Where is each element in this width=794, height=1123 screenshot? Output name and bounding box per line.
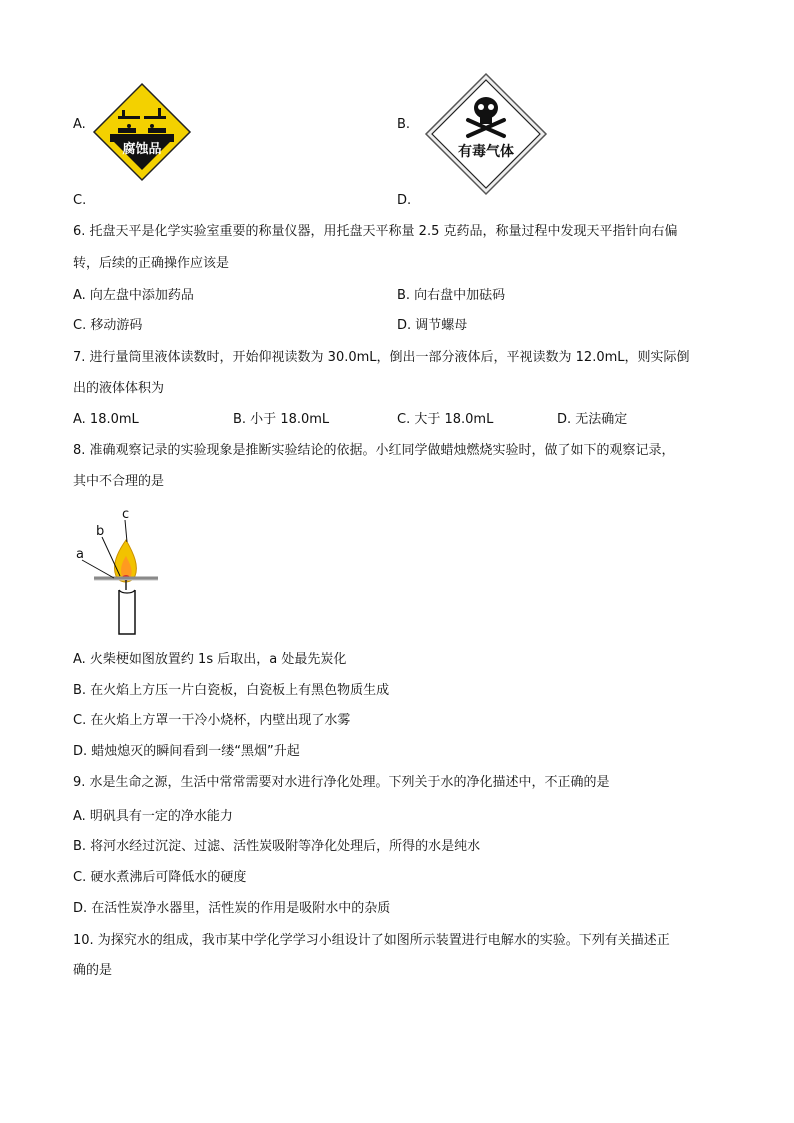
q7-stem-line2: 出的液体体积为 xyxy=(73,381,165,396)
q10-stem-line2: 确的是 xyxy=(73,963,113,978)
q9-option-b: B. 将河水经过沉淀、过滤、活性炭吸附等净化处理后，所得的水是纯水 xyxy=(73,839,481,854)
q5-option-b-label: B. xyxy=(397,117,411,132)
q9-stem-line1: 9. 水是生命之源，生活中常常需要对水进行净化处理。下列关于水的净化描述中，不正确的是 xyxy=(73,775,610,790)
toxic-sign-text: 有毒气体 xyxy=(458,144,514,160)
q6-option-a: A. 向左盘中添加药品 xyxy=(73,288,194,303)
q7-option-d: D. 无法确定 xyxy=(557,412,628,427)
q6-stem-line1: 6. 托盘天平是化学实验室重要的称量仪器，用托盘天平称量 2.5 克药品，称量过程中发现天平指针向右偏 xyxy=(73,224,678,239)
q9-option-c: C. 硬水煮沸后可降低水的硬度 xyxy=(73,870,247,885)
q5-option-a-label: A. xyxy=(73,117,86,132)
toxic-gas-skull-icon xyxy=(424,72,548,196)
q7-option-c: C. 大于 18.0mL xyxy=(397,412,494,427)
q5-option-d-label: D. xyxy=(397,193,412,208)
candle-flame-diagram xyxy=(72,502,172,638)
q9-option-a: A. 明矾具有一定的净水能力 xyxy=(73,809,233,824)
diagram-label-b: b xyxy=(96,524,105,539)
q9-option-d: D. 在活性炭净水器里，活性炭的作用是吸附水中的杂质 xyxy=(73,901,391,916)
q7-stem-line1: 7. 进行量筒里液体读数时，开始仰视读数为 30.0mL，倒出一部分液体后，平视读数为 12.0mL，则实际倒 xyxy=(73,350,690,365)
corrosive-hazard-icon xyxy=(92,82,192,182)
q8-stem-line2: 其中不合理的是 xyxy=(73,474,165,489)
q7-option-b: B. 小于 18.0mL xyxy=(233,412,330,427)
q8-option-d: D. 蜡烛熄灭的瞬间看到一缕“黑烟”升起 xyxy=(73,744,300,759)
corrosive-sign-text: 腐蚀品 xyxy=(122,142,162,157)
q6-option-d: D. 调节螺母 xyxy=(397,318,468,333)
q8-option-a: A. 火柴梗如图放置约 1s 后取出，a 处最先炭化 xyxy=(73,652,347,667)
q8-option-c: C. 在火焰上方罩一干冷小烧杯，内壁出现了水雾 xyxy=(73,713,351,728)
q6-option-c: C. 移动游码 xyxy=(73,318,143,333)
q6-stem-line2: 转，后续的正确操作应该是 xyxy=(73,256,230,271)
diagram-label-a: a xyxy=(76,547,84,562)
q6-option-b: B. 向右盘中加砝码 xyxy=(397,288,506,303)
diagram-label-c: c xyxy=(122,507,130,522)
q7-option-a: A. 18.0mL xyxy=(73,412,139,427)
q8-stem-line1: 8. 准确观察记录的实验现象是推断实验结论的依据。小红同学做蜡烛燃烧实验时，做了如下的观察记录， xyxy=(73,443,675,458)
q8-option-b: B. 在火焰上方压一片白瓷板，白瓷板上有黑色物质生成 xyxy=(73,683,390,698)
q10-stem-line1: 10. 为探究水的组成，我市某中学化学学习小组设计了如图所示装置进行电解水的实验。下列有关描述正 xyxy=(73,933,670,948)
q5-option-c-label: C. xyxy=(73,193,87,208)
